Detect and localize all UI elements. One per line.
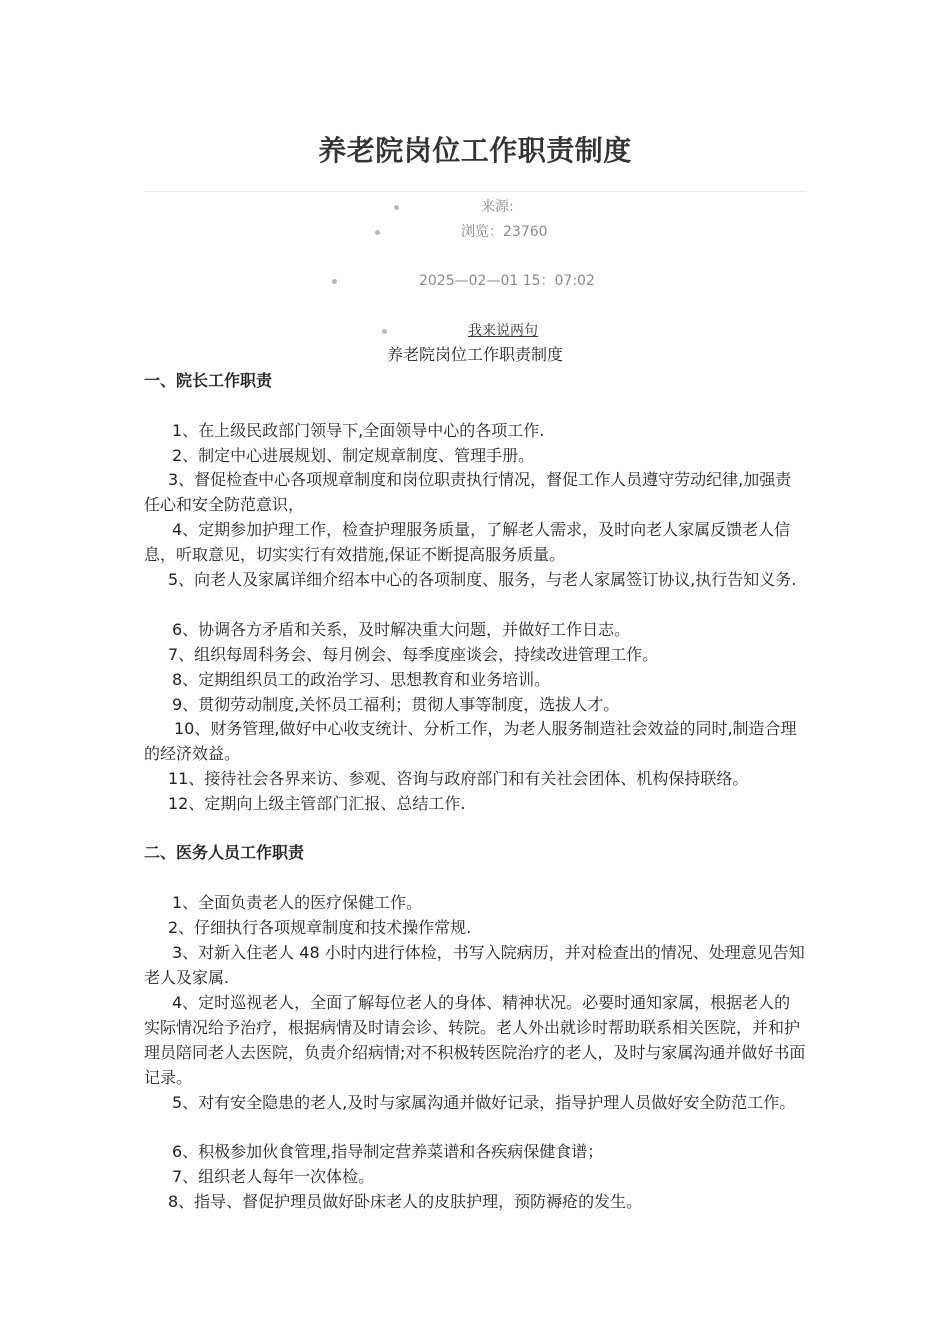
list-item: 12、定期向上级主管部门汇报、总结工作. <box>168 794 466 813</box>
source-label: 来源: <box>481 199 514 215</box>
list-item: 7、组织每周科务会、每月例会、每季度座谈会，持续改进管理工作。 <box>168 645 659 664</box>
list-item: 6、协调各方矛盾和关系，及时解决重大问题，并做好工作日志。 <box>172 620 631 639</box>
list-item: 5、对有安全隐患的老人,及时与家属沟通并做好记录，指导护理人员做好安全防范工作。 <box>172 1093 796 1112</box>
page-title: 养老院岗位工作职责制度 <box>318 134 632 167</box>
list-item: 8、定期组织员工的政治学习、思想教育和业务培训。 <box>172 670 551 689</box>
list-item: 6、积极参加伙食管理,指导制定营养菜谱和各疾病保健食谱； <box>172 1142 604 1161</box>
views-count: 浏览：23760 <box>461 224 548 240</box>
list-item: 4、定期参加护理工作，检查护理服务质量，了解老人需求，及时向老人家属反馈老人信息，听取意见，切实实行有效措施,保证不断提高服务质量。 <box>144 520 791 564</box>
bullet-icon <box>332 279 337 284</box>
list-item: 8、指导、督促护理员做好卧床老人的皮肤护理，预防褥疮的发生。 <box>168 1192 643 1211</box>
list-item: 1、在上级民政部门领导下,全面领导中心的各项工作. <box>172 421 545 440</box>
bullet-icon <box>394 205 399 210</box>
list-item: 3、督促检查中心各项规章制度和岗位职责执行情况，督促工作人员遵守劳动纪律,加强责任心和安全防范意识， <box>144 470 792 514</box>
list-item: 4、定时巡视老人，全面了解每位老人的身体、精神状况。必要时通知家属，根据老人的实际情况给予治疗，根据病情及时请会诊、转院。老人外出就诊时帮助联系相关医院，并和护理员陪同老人去医院，负责介绍病情;对不积极转医院治疗的老人，及时与家属沟通并做好书面记录。 <box>144 993 806 1087</box>
title-divider <box>144 191 806 192</box>
comment-link[interactable]: 我来说两句 <box>468 323 538 339</box>
bullet-icon <box>375 230 380 235</box>
publish-date: 2025—02—01 15：07:02 <box>419 273 595 289</box>
list-item: 1、全面负责老人的医疗保健工作。 <box>172 893 423 912</box>
list-item: 7、组织老人每年一次体检。 <box>172 1167 375 1186</box>
bullet-icon <box>382 329 387 334</box>
list-item: 2、仔细执行各项规章制度和技术操作常规. <box>168 918 472 937</box>
document-subtitle: 养老院岗位工作职责制度 <box>386 345 563 364</box>
list-item: 2、制定中心进展规划、制定规章制度、管理手册。 <box>172 446 535 465</box>
list-item: 11、接待社会各界来访、参观、咨询与政府部门和有关社会团体、机构保持联络。 <box>168 769 749 788</box>
list-item: 9、贯彻劳动制度,关怀员工福利；贯彻人事等制度，选拔人才。 <box>172 695 620 714</box>
section-heading-director: 一、院长工作职责 <box>144 371 273 390</box>
section-heading-medical: 二、医务人员工作职责 <box>144 843 305 862</box>
list-item: 10、财务管理,做好中心收支统计、分析工作，为老人服务制造社会效益的同时,制造合理的经济效益。 <box>144 719 797 763</box>
list-item: 5、向老人及家属详细介绍本中心的各项制度、服务，与老人家属签订协议,执行告知义务. <box>168 570 797 589</box>
list-item: 3、对新入住老人 48 小时内进行体检，书写入院病历，并对检查出的情况、处理意见告知老人及家属. <box>144 943 805 987</box>
